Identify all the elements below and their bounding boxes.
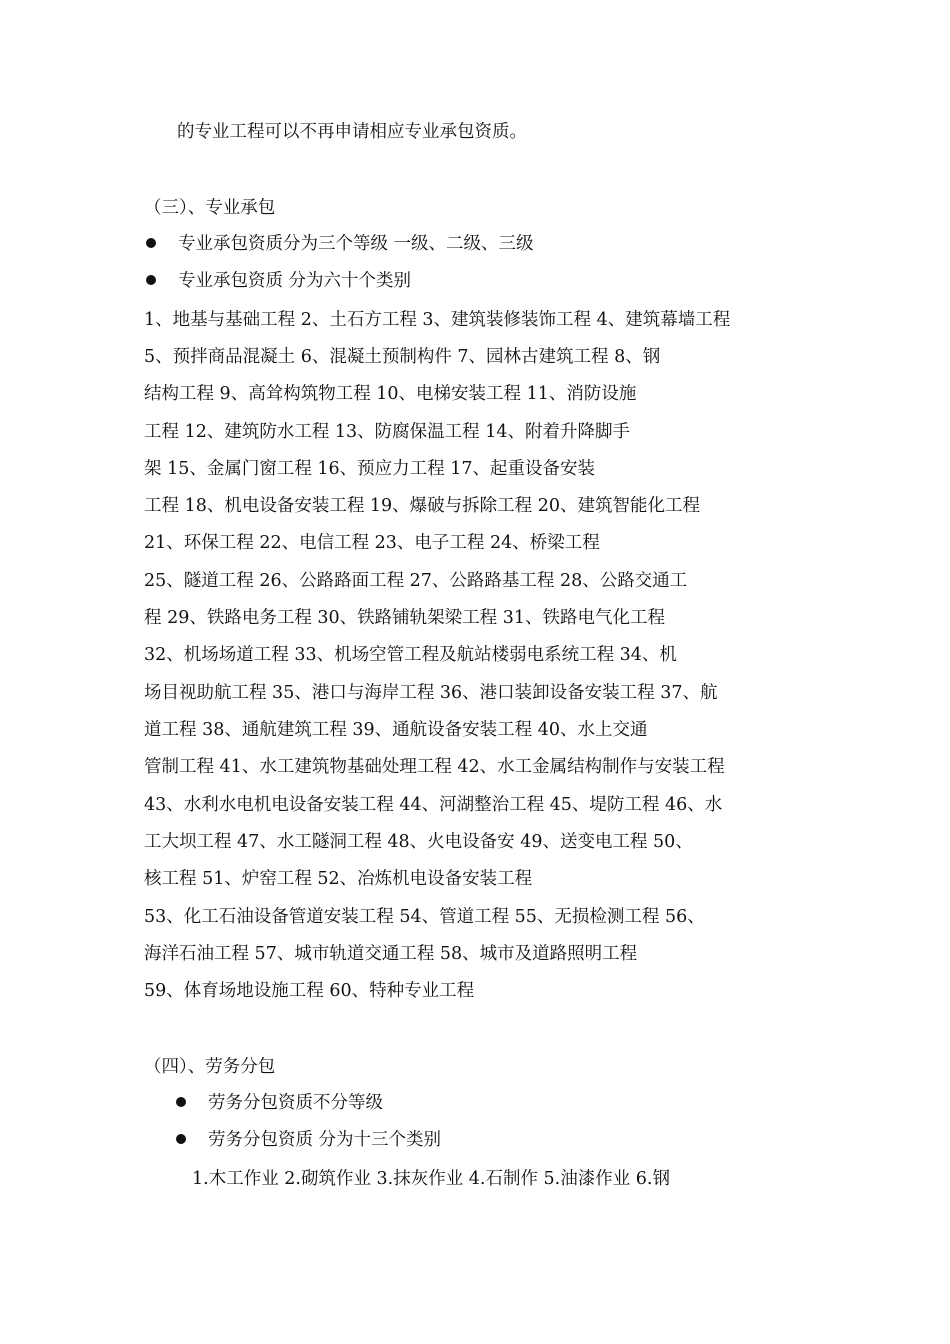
category-line: 架 15、金属门窗工程 16、预应力工程 17、起重设备安装	[144, 459, 595, 479]
section4-bullet-2	[176, 1128, 441, 1152]
category-line: 结构工程 9、高耸构筑物工程 10、电梯安装工程 11、消防设施	[144, 384, 637, 404]
category-line: 管制工程 41、水工建筑物基础处理工程 42、水工金属结构制作与安装工程	[144, 757, 725, 777]
bullet-icon	[146, 275, 156, 285]
category-line: 核工程 51、炉窑工程 52、冶炼机电设备安装工程	[144, 869, 533, 889]
category-line: 43、水利水电机电设备安装工程 44、河湖整治工程 45、堤防工程 46、水	[144, 795, 723, 815]
bullet-text: 劳务分包资质 分为十三个类别	[208, 1130, 442, 1150]
bullet-icon	[176, 1134, 186, 1144]
intro-line: 的专业工程可以不再申请相应专业承包资质。	[177, 122, 527, 142]
category-line: 1、地基与基础工程 2、土石方工程 3、建筑装修装饰工程 4、建筑幕墙工程	[144, 310, 731, 330]
category-line: 32、机场场道工程 33、机场空管工程及航站楼弱电系统工程 34、机	[144, 645, 677, 665]
category-line: 5、预拌商品混凝土 6、混凝土预制构件 7、园林古建筑工程 8、钢	[144, 347, 661, 367]
category-line: 59、体育场地设施工程 60、特种专业工程	[144, 981, 475, 1001]
bullet-text: 专业承包资质 分为六十个类别	[178, 271, 412, 291]
category-line: 场目视助航工程 35、港口与海岸工程 36、港口装卸设备安装工程 37、航	[144, 683, 718, 703]
bullet-text: 劳务分包资质不分等级	[208, 1093, 383, 1113]
section3-bullet-2	[146, 269, 411, 293]
bullet-icon	[176, 1097, 186, 1107]
bullet-icon	[146, 238, 156, 248]
labor-category-line: 1.木工作业 2.砌筑作业 3.抹灰作业 4.石制作 5.油漆作业 6.钢	[192, 1169, 670, 1189]
category-line: 工程 18、机电设备安装工程 19、爆破与拆除工程 20、建筑智能化工程	[144, 496, 700, 516]
section3-bullet-1	[146, 232, 534, 256]
section3-heading: （三）、专业承包	[144, 198, 276, 218]
category-line: 海洋石油工程 57、城市轨道交通工程 58、城市及道路照明工程	[144, 944, 638, 964]
category-line: 25、隧道工程 26、公路路面工程 27、公路路基工程 28、公路交通工	[144, 571, 688, 591]
category-line: 程 29、铁路电务工程 30、铁路铺轨架梁工程 31、铁路电气化工程	[144, 608, 665, 628]
section4-heading: （四）、劳务分包	[144, 1057, 276, 1077]
category-line: 工程 12、建筑防水工程 13、防腐保温工程 14、附着升降脚手	[144, 422, 630, 442]
category-line: 道工程 38、通航建筑工程 39、通航设备安装工程 40、水上交通	[144, 720, 648, 740]
category-line: 工大坝工程 47、水工隧洞工程 48、火电设备安 49、送变电工程 50、	[144, 832, 693, 852]
section4-bullet-1	[176, 1091, 383, 1115]
bullet-text: 专业承包资质分为三个等级 一级、二级、三级	[178, 234, 534, 254]
category-line: 53、化工石油设备管道安装工程 54、管道工程 55、无损检测工程 56、	[144, 907, 705, 927]
category-line: 21、环保工程 22、电信工程 23、电子工程 24、桥梁工程	[144, 533, 600, 553]
